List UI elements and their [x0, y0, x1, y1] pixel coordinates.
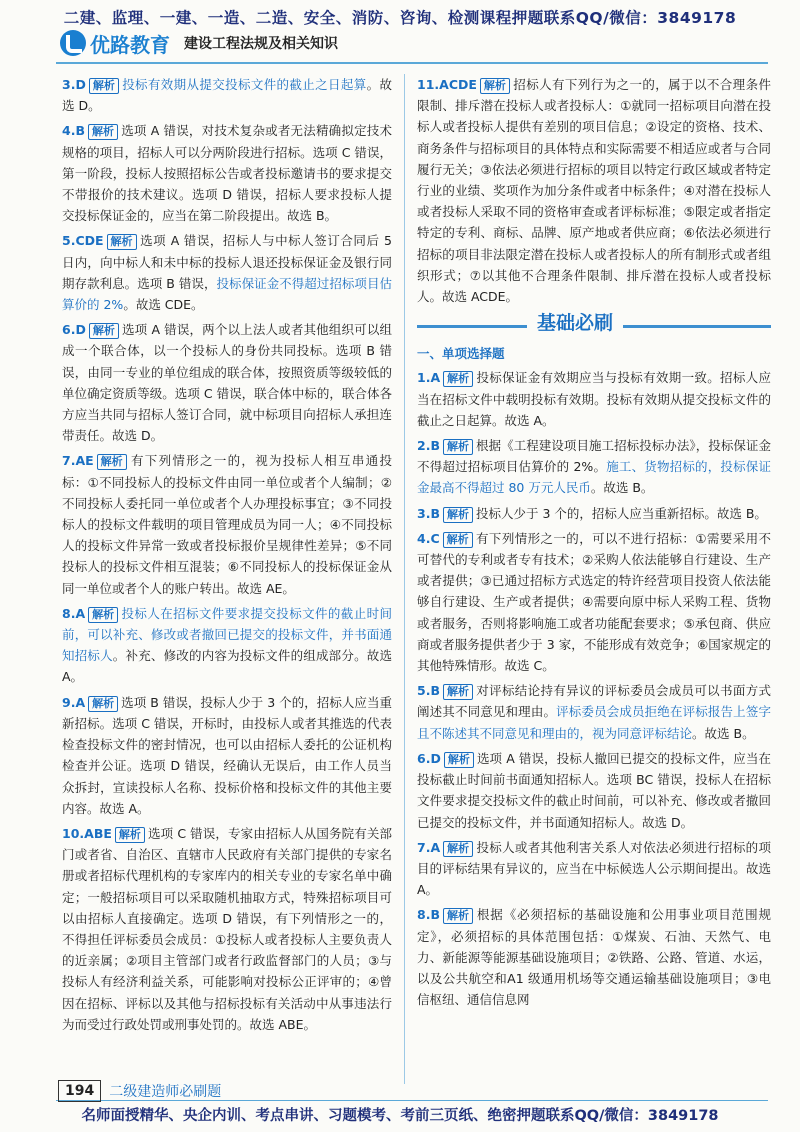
youlu-logo-icon: [60, 30, 86, 56]
page-header: [60, 28, 338, 58]
answer-text: 。故选 B。: [692, 725, 755, 741]
answer-number: 4.B: [62, 123, 85, 139]
header-title: 建设工程法规及相关知识: [184, 36, 338, 52]
answer-item: [62, 692, 392, 819]
top-banner: 二建、监理、一建、一造、二造、安全、消防、咨询、检测课程押题联系QQ/微信：3849178: [63, 9, 737, 27]
analysis-tag: 解析: [89, 323, 119, 339]
answer-item: [62, 450, 392, 598]
answer-item: [417, 837, 771, 901]
highlighted-text: 施工、货物招标的，投标保证金最高不得超过 80 万元人民币: [417, 459, 771, 496]
answer-item: [417, 904, 771, 1010]
brand-name: 优路教育: [90, 32, 170, 57]
header-rule: [56, 62, 768, 64]
answer-text: 有下列情形之一的，可以不进行招标：①需要采用不可替代的专利或者专有技术；②采购人依法能够自行建设、生产或者提供；③已通过招标方式选定的特许经营项目投资人依法能够自行建设、生产或者提供；④需要向原中标人采购工程、货物或者服务，否则将影响施工或者功能配套要求；⑤承包商、供应商或者服务提供者少于 3 家，不能形成有效竞争；⑥国家规定的其他特殊情形。故选 C。: [417, 530, 771, 674]
answer-number: 1.A: [417, 370, 441, 386]
answer-text: 选项 A 错误，招标人与中标人签订合同后 5 日内，向中标人和未中标的投标人退还投标保证金及银行同期存款利息。选项 B 错误，: [62, 233, 392, 291]
highlighted-text: 投标保证金不得超过招标项目估算价的 2%: [62, 275, 392, 313]
right-column: [417, 74, 771, 1014]
answer-item: [62, 74, 392, 116]
analysis-tag: 解析: [443, 841, 473, 857]
answer-text: 选项 A 错误，对技术复杂或者无法精确拟定技术规格的项目，招标人可以分两阶段进行招标。选项 C 错误，第一阶段，投标人按照招标公告或者投标邀请书的要求提交不带报价的技术建议。选项 D 错误，招标人要求投标人提交投标保证金的，应当在第二阶段提出。故选 B。: [62, 123, 392, 224]
analysis-tag: 解析: [443, 908, 473, 924]
answer-item: [417, 680, 771, 744]
answer-text: 有下列情形之一的，视为投标人相互串通投标：①不同投标人的投标文件由同一单位或者个人编制；②不同投标人委托同一单位或者个人办理投标事宜；③不同投标人的投标文件载明的项目管理成员为同一人；④不同投标人的投标文件异常一致或者投标报价呈规律性差异；⑤不同投标人的投标文件相互混装；⑥不同投标人的投标保证金从同一单位或者个人的账户转出。故选 AE。: [62, 453, 392, 596]
answer-text: 投标保证金有效期应当与投标有效期一致。招标人应当在招标文件中载明投标有效期。投标有效期从提交投标文件的截止之日起算。故选 A。: [417, 370, 771, 428]
analysis-tag: 解析: [443, 371, 473, 387]
answer-text: 对评标结论持有异议的评标委员会成员可以书面方式阐述其不同意见和理由。: [417, 683, 771, 720]
analysis-tag: 解析: [88, 696, 118, 712]
answer-text: 根据《必须招标的基础设施和公用事业项目范围规定》，必须招标的具体范围包括：①煤炭、石油、天然气、电力、新能源等能源基础设施项目；②铁路、公路、管道、水运，以及公共航空和A1 级通用机场等交通运输基础设施项目；③电信枢纽、通信信息网: [417, 907, 771, 1008]
answer-text: 。故选 B。: [590, 480, 654, 496]
answer-number: 7.AE: [62, 453, 94, 469]
answer-text: 选项 C 错误，专家由招标人从国务院有关部门或者省、自治区、直辖市人民政府有关部门提供的专家名册或者招标代理机构的专家库内的相关专业的专家名单中确定；一般招标项目可以采取随机抽取方式，特殊招标项目可以由招标人直接确定。选项 D 错误，有下列情形之一的，不得担任评标委员会成员：①投标人或者投标人主要负责人的近亲属；②项目主管部门或者行政监督部门的人员；③与投标人有经济利益关系，可能影响对投标公正评审的；④曾因在招标、评标以及其他与招标投标有关活动中从事违法行为而受过行政处罚或刑事处罚的。故选 ABE。: [62, 825, 392, 1032]
answer-number: 10.ABE: [62, 825, 112, 841]
answer-item: [62, 603, 392, 688]
section-title: 基础必刷: [527, 313, 623, 334]
answer-number: 11.ACDE: [417, 77, 477, 92]
analysis-tag: 解析: [443, 532, 473, 548]
analysis-tag: 解析: [443, 439, 473, 455]
answer-text: 招标人有下列行为之一的，属于以不合理条件限制、排斥潜在投标人或者投标人：①就同一招标项目向潜在投标人或者投标人提供有差别的项目信息；②设定的资格、技术、商务条件与招标项目的具体特点和实际需要不相适应或者与合同履行无关；③依法必须进行招标的项目以特定行政区域或者特定行业的业绩、奖项作为加分条件或者中标条件；④对潜在投标人或者投标人采取不同的资格审查或者评标标准；⑤限定或者指定特定的专利、商标、品牌、原产地或者供应商；⑥依法必须进行招标的项目非法限定潜在投标人或者投标人的所有制形式或者组织形式；⑦以其他不合理条件限制、排斥潜在投标人或者投标人。故选 ACDE。: [417, 77, 771, 305]
highlighted-text: 投标有效期从提交投标文件的截止之日起算: [121, 77, 367, 92]
answer-number: 9.A: [62, 694, 86, 710]
analysis-tag: 解析: [443, 507, 473, 523]
analysis-tag: 解析: [443, 684, 473, 700]
analysis-tag: 解析: [115, 827, 145, 843]
answer-number: 8.B: [417, 907, 440, 923]
page-number: 194: [58, 1080, 101, 1102]
answer-item: [417, 74, 771, 307]
answer-item: [417, 367, 771, 431]
highlighted-text: 投标人在招标文件要求提交投标文件的截止时间前，可以补充、修改或者撤回已提交的投标文件，并书面通知招标人: [62, 605, 392, 664]
analysis-tag: 解析: [107, 234, 137, 250]
book-name: 二级建造师必刷题: [109, 1084, 222, 1100]
answer-item: [417, 748, 771, 833]
section-heading: [417, 313, 771, 339]
answer-number: 4.C: [417, 530, 440, 546]
answer-text: 投标人少于 3 个的，招标人应当重新招标。故选 B。: [475, 505, 767, 521]
answer-item: [62, 230, 392, 315]
answer-number: 3.D: [62, 77, 86, 92]
column-divider: [404, 74, 405, 1084]
answer-item: [417, 435, 771, 499]
answer-number: 5.CDE: [62, 233, 104, 249]
analysis-tag: 解析: [88, 607, 118, 623]
answer-number: 6.D: [417, 750, 441, 766]
answer-text: 根据《工程建设项目施工招标投标办法》，投标保证金不得超过招标项目估算价的 2%。: [417, 438, 771, 475]
answer-text: 选项 A 错误，投标人撤回已提交的投标文件，应当在投标截止时间前书面通知招标人。选项 BC 错误，投标人在招标文件要求提交投标文件的截止时间前，可以补充、修改或者撤回已提交的投标文件，并书面通知招标人。故选 D。: [417, 750, 771, 830]
analysis-tag: 解析: [444, 752, 474, 768]
analysis-tag: 解析: [89, 78, 119, 94]
answer-text: 。故选 CDE。: [123, 297, 204, 313]
answer-text: 选项 A 错误，两个以上法人或者其他组织可以组成一个联合体，以一个投标人的身份共同投标。选项 B 错误，由同一专业的单位组成的联合体，按照资质等级较低的单位确定资质等级。选项 C 错误，联合体中标的，联合体各方应当共同与招标人签订合同，就中标项目向招标人承担连带责任。故选 D。: [62, 322, 392, 444]
answer-number: 5.B: [417, 683, 440, 699]
answer-item: [62, 823, 392, 1035]
answer-text: 。补充、修改的内容为投标文件的组成部分。故选 A。: [62, 648, 392, 685]
page-footer: [58, 1080, 221, 1102]
answer-number: 2.B: [417, 438, 440, 454]
analysis-tag: 解析: [88, 124, 118, 140]
answer-item: [417, 528, 771, 676]
answer-text: 选项 B 错误，投标人少于 3 个的，招标人应当重新招标。选项 C 错误，开标时，由投标人或者其推选的代表检查投标文件的密封情况，也可以由招标人委托的公证机构检查并公证。选项 D 错误，经确认无误后，由工作人员当众拆封，宣读投标人名称、投标价格和投标文件的其他主要内容。故选 A。: [62, 694, 392, 816]
answer-number: 7.A: [417, 839, 441, 855]
bottom-banner: 名师面授精华、央企内训、考点串讲、习题模考、考前三页纸、绝密押题联系QQ/微信：3849178: [81, 1108, 719, 1124]
answer-text: 投标人或者其他利害关系人对依法必须进行招标的项目的评标结果有异议的，应当在中标候选人公示期间提出。故选 A。: [417, 839, 771, 898]
answer-item: [417, 503, 771, 524]
answer-number: 8.A: [62, 605, 86, 621]
answer-item: [62, 319, 392, 446]
answer-text: 。故选 D。: [62, 77, 392, 114]
left-column: [62, 74, 392, 1039]
highlighted-text: 评标委员会成员拒绝在评标报告上签字且不陈述其不同意见和理由的，视为同意评标结论: [417, 704, 771, 741]
section-subtitle: 一、单项选择题: [417, 346, 505, 362]
answer-item: [62, 120, 392, 226]
answer-number: 3.B: [417, 505, 440, 521]
analysis-tag: 解析: [97, 454, 127, 470]
analysis-tag: 解析: [480, 78, 510, 94]
answer-number: 6.D: [62, 322, 86, 338]
